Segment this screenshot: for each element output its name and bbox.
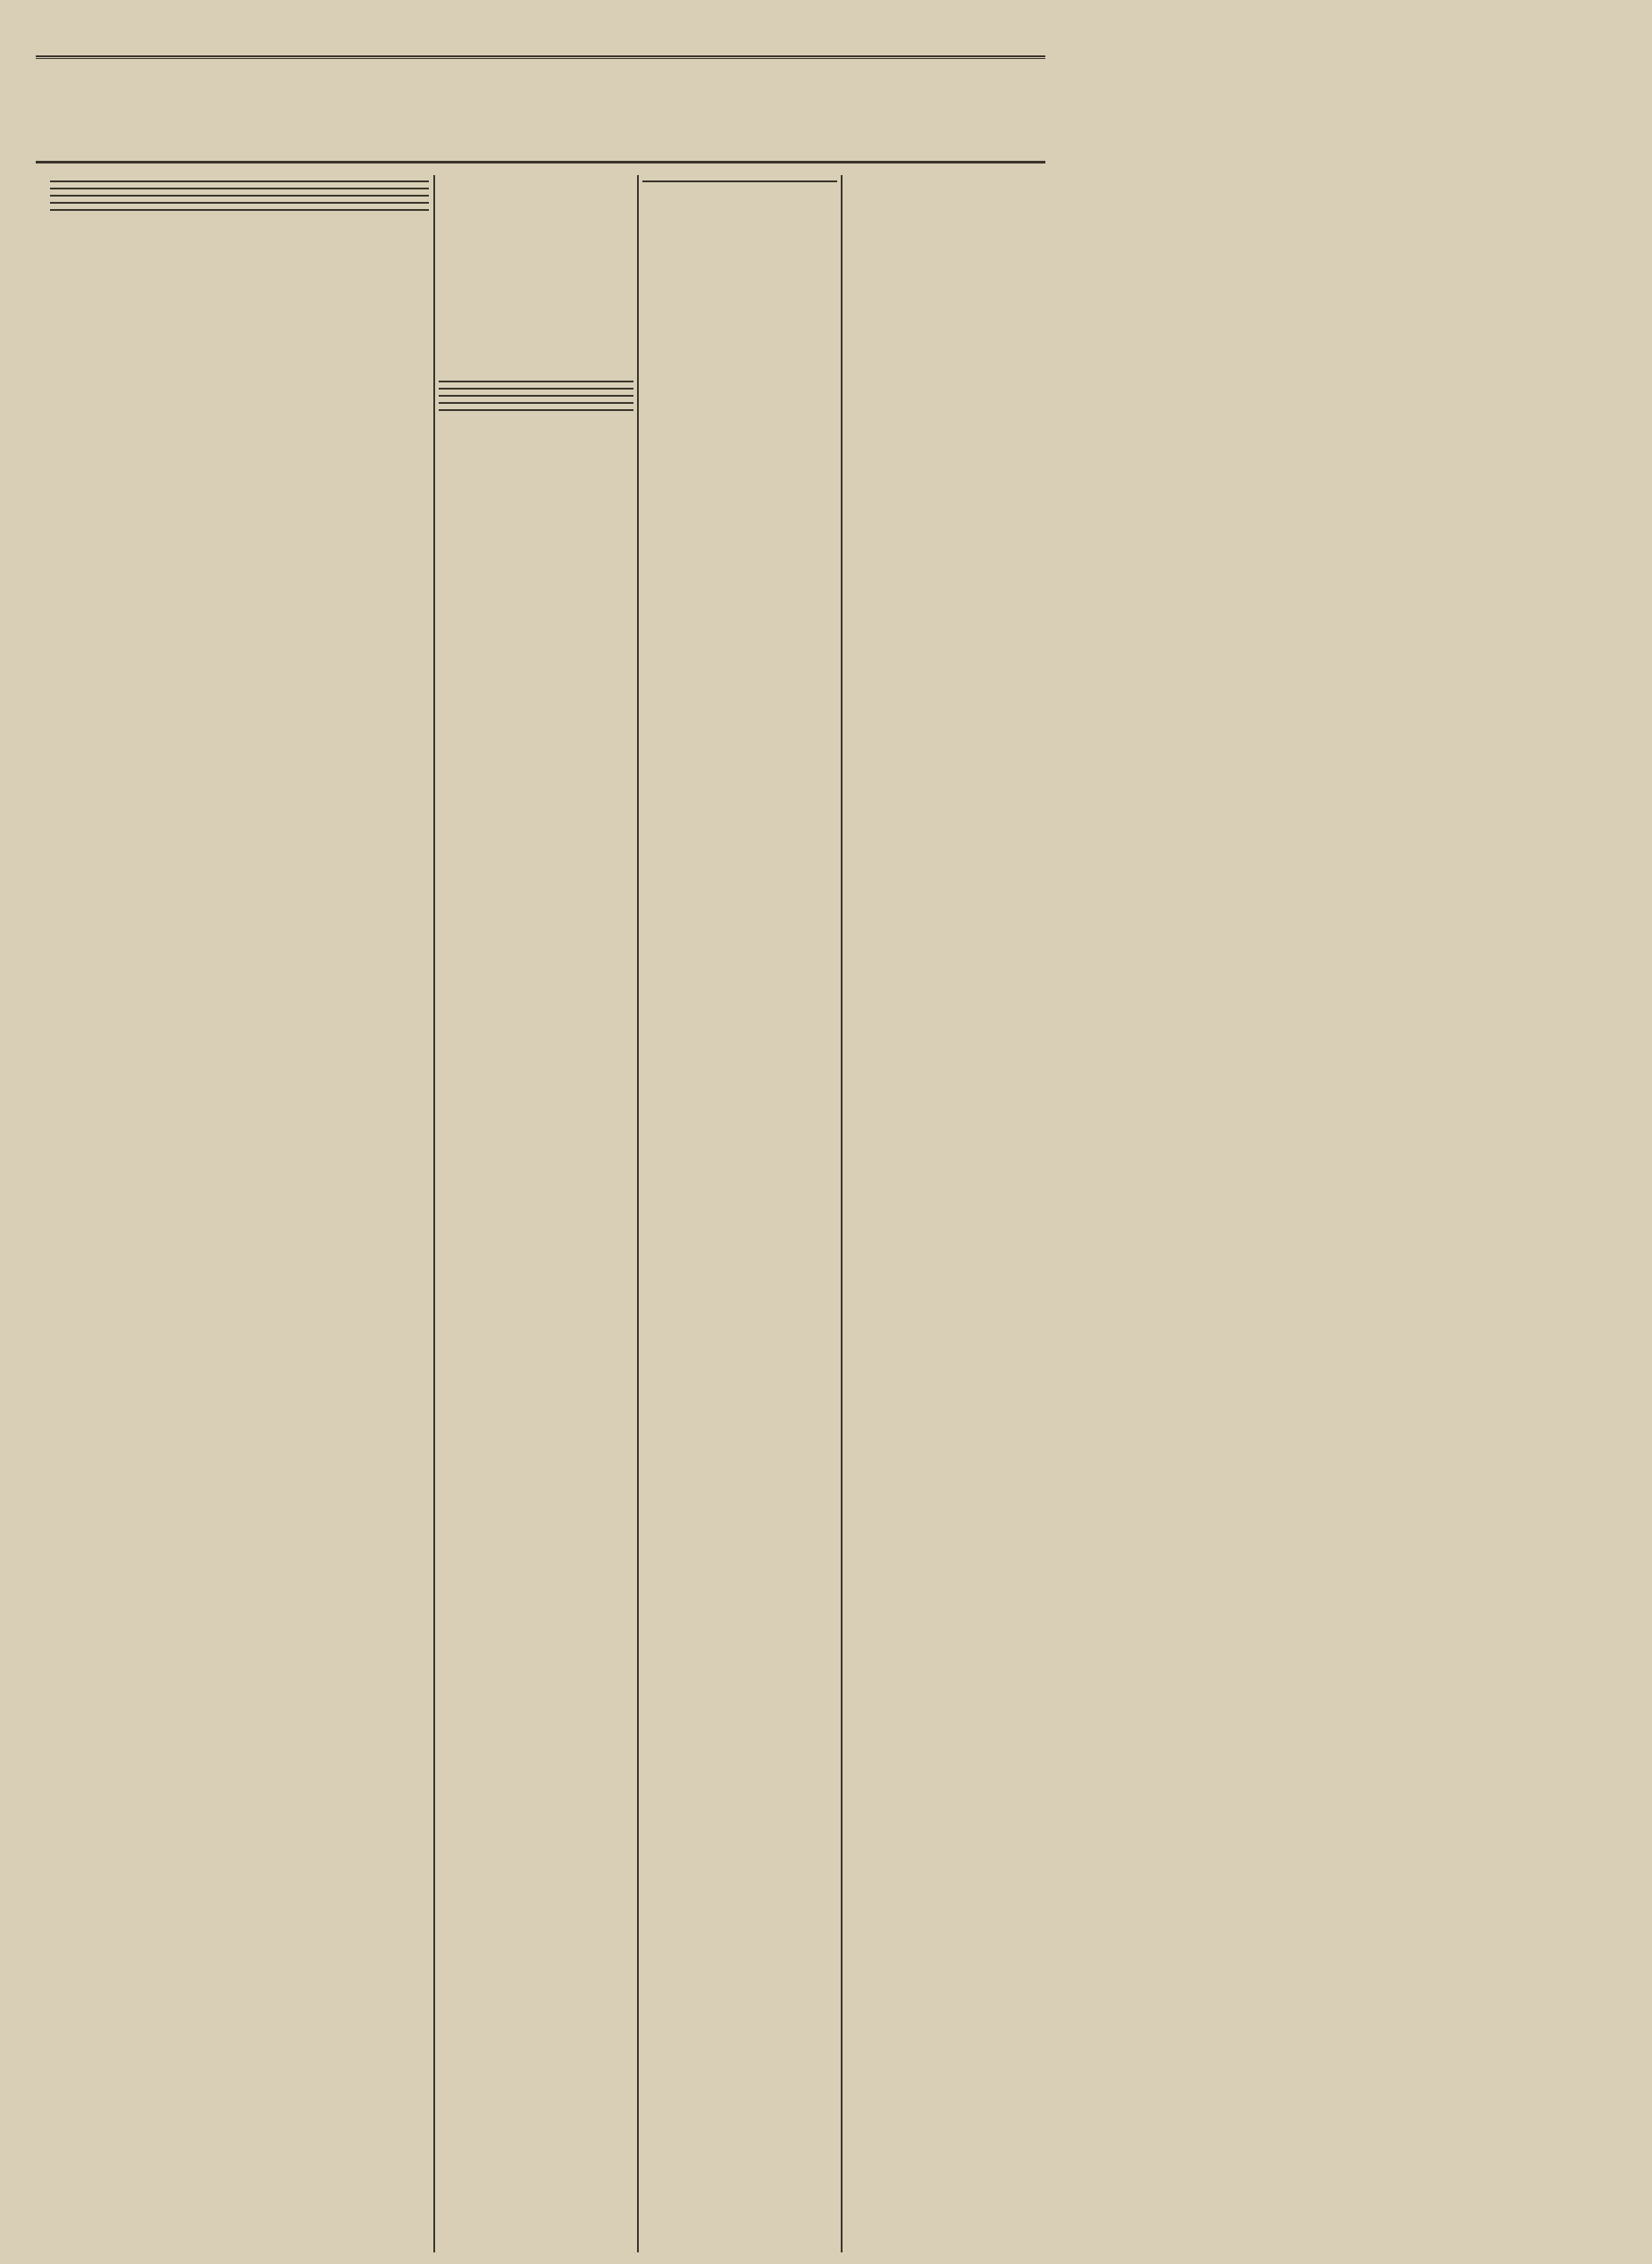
column-4: [847, 175, 1044, 952]
divider: [50, 195, 429, 197]
banner-headline: [36, 63, 1036, 157]
masthead-rule: [36, 55, 1045, 57]
column-rule: [637, 175, 639, 2252]
divider: [50, 209, 429, 211]
banner-rule: [36, 161, 1045, 164]
masthead: [0, 0, 1652, 61]
column-1: [50, 175, 429, 2252]
masthead-rule-thin: [36, 58, 1045, 59]
divider: [439, 409, 633, 411]
divider: [642, 180, 837, 182]
column-3: [642, 175, 837, 952]
column-2: [439, 175, 633, 2252]
divider: [50, 202, 429, 204]
divider: [50, 180, 429, 182]
column-rule: [433, 175, 435, 2252]
column-rule: [841, 175, 843, 2252]
divider: [439, 388, 633, 390]
divider: [439, 395, 633, 397]
divider: [439, 381, 633, 382]
divider: [50, 188, 429, 189]
divider: [439, 402, 633, 404]
